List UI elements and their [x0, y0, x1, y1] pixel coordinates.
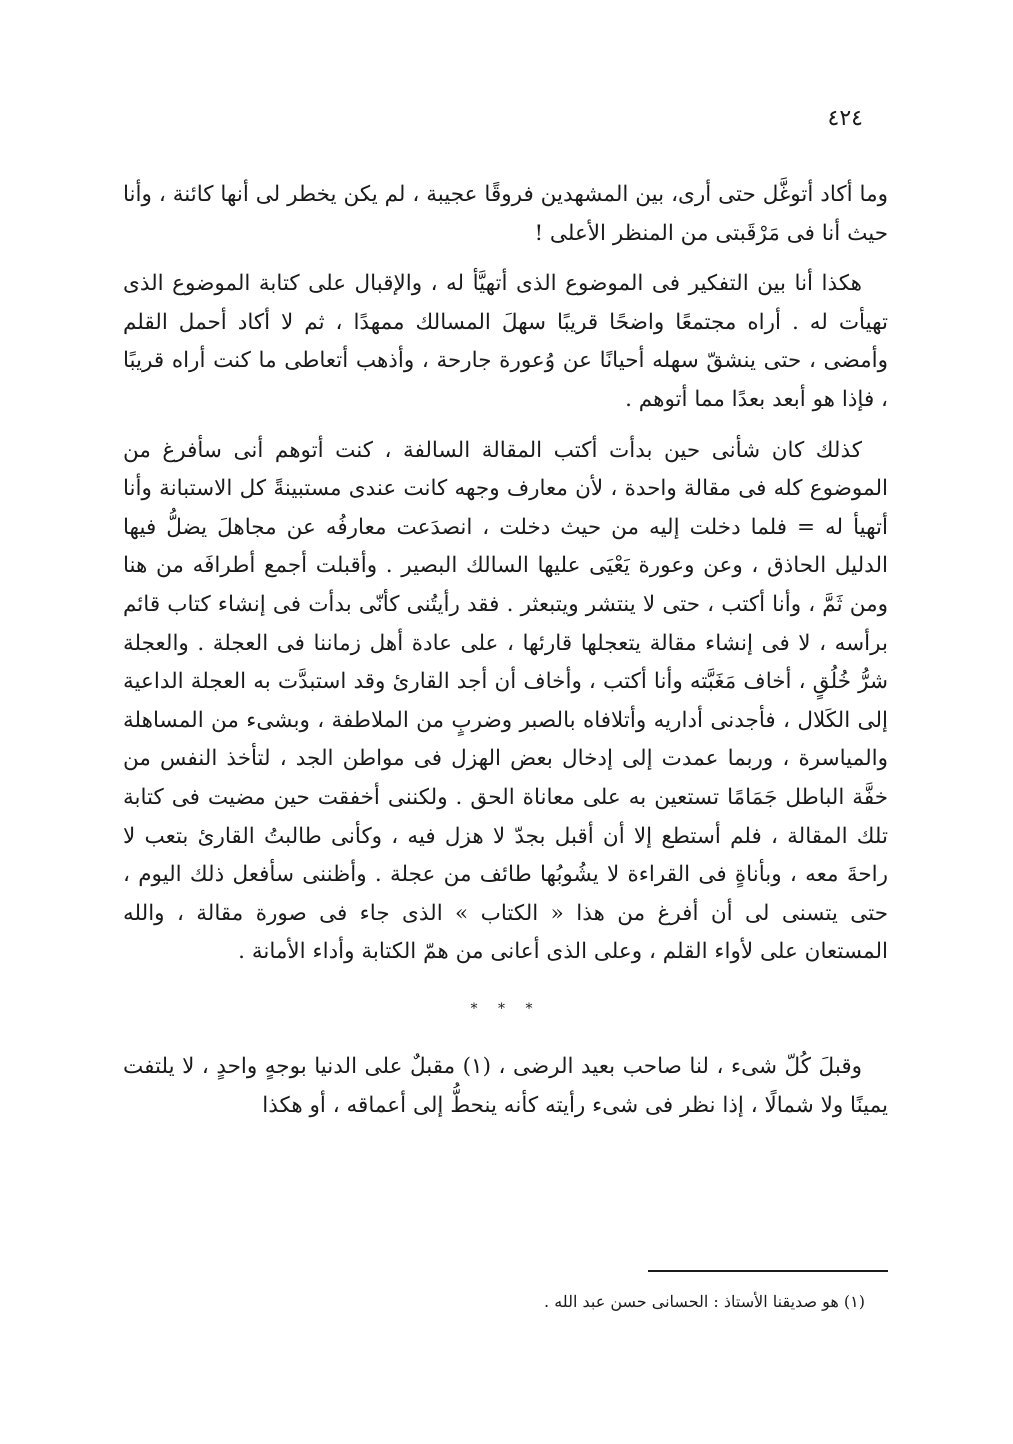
page-number: ٤٢٤ [827, 106, 863, 131]
paragraph-1: وما أكاد أتوغَّل حتى أرى، بين المشهدين فروقًا عجيبة ، لم يكن يخطر لى أنها كائنة ، وأنا حيث أنا فى مَرْقَبتى من المنظر الأعلى ! [123, 182, 888, 246]
body-text [123, 176, 888, 1126]
footnote: (١) هو صديقنا الأستاذ : الحسانى حسن عبد الله . [544, 1292, 865, 1311]
paragraph-3: كذلك كان شأنى حين بدأت أكتب المقالة السالفة ، كنت أتوهم أنى سأفرغ من الموضوع كله فى مقالة واحدة ، لأن معارف وجهه كانت عندى مستبينةً كل الاستبانة وأنا أتهيأ له = فلما دخلت إليه من حيث دخلت ، انصدَعت معارفُه عن مجاهلَ يضلُّ فيها الدليل الحاذق ، وعن وعورة يَعْيَى عليها السالك البصير . وأقبلت أجمع أطرافَه من هنا ومن ثَمَّ ، وأنا أكتب ، حتى لا ينتشر ويتبعثر . فقد رأيتُنى كأنّى بدأت فى إنشاء كتاب قائم برأسه ، لا فى إنشاء مقالة يتعجلها قارئها ، على عادة أهل زماننا فى العجلة . والعجلة شرُّ خُلُقٍ ، أخاف مَغَبَّته وأنا أكتب ، وأخاف أن أجد القارئ وقد استبدَّت به العجلة الداعية إلى الكَلال ، فأجدنى أداريه وأتلافاه بالصبر وضربٍ من الملاطفة ، وبشىء من المساهلة والمياسرة ، وربما عمدت إلى إدخال بعض الهزل فى مواطن الجد ، لتأخذ النفس من خفَّة الباطل جَمَامًا تستعين به على معاناة الحق . ولكننى أخفقت حين مضيت فى كتابة تلك المقالة ، فلم أستطع إلا أن أقبل بجدّ لا هزل فيه ، وكأنى طالبتُ القارئ بتعب لا راحةَ معه ، وبأناةٍ فى القراءة لا يشُوبُها طائف من عجلة . وأظننى سأفعل ذلك اليوم ، حتى يتسنى لى أن أفرغ من هذا « الكتاب » الذى جاء فى صورة مقالة ، والله المستعان على لأواء القلم ، وعلى الذى أعانى من همّ الكتابة وأداء الأمانة . [123, 437, 888, 965]
closing-paragraph: وقبلَ كُلّ شىء ، لنا صاحب بعيد الرضى ، (١) مقبلٌ على الدنيا بوجهٍ واحدٍ ، لا يلتفت يمينًا ولا شمالًا ، إذا نظر فى شىء رأيته كأنه ينحطُّ إلى أعماقه ، أو هكذا [123, 1054, 888, 1119]
section-separator: * * * [470, 1000, 541, 1017]
paragraph-2: هكذا أنا بين التفكير فى الموضوع الذى أتهيَّأ له ، والإقبال على كتابة الموضوع الذى تهيأت له . أراه مجتمعًا واضحًا قريبًا سهلَ المسالك ممهدًا ، ثم لا أكاد أحمل القلم وأمضى ، حتى ينشقّ سهله أحيانًا عن وُعورة جارحة ، وأذهب أتعاطى ما كنت أراه قريبًا ، فإذا هو أبعد بعدًا مما أتوهم . [123, 271, 888, 412]
footnote-rule [648, 1270, 888, 1272]
